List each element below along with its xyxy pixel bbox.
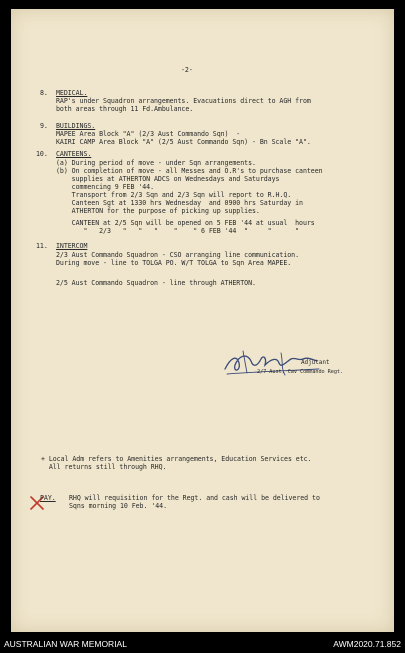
footer-accession-number: AWM2020.71.852 xyxy=(333,639,401,649)
footer-bar xyxy=(0,636,405,653)
section-9-line-1: MAPEE Area Block "A" (2/3 Aust Commando Sqn) - xyxy=(56,130,241,138)
document-page xyxy=(11,9,394,632)
section-9-heading: BUILDINGS. xyxy=(56,122,96,130)
section-11-heading: INTERCOM xyxy=(56,242,88,250)
footer-credit: AUSTRALIAN WAR MEMORIAL xyxy=(4,639,127,649)
section-8-number: 8. xyxy=(40,89,48,97)
section-9-line-2: KAIRI CAMP Area Block "A" (2/5 Aust Commando Sqn) - Bn Scale "A". xyxy=(56,138,311,146)
section-10-b-line-3: commencing 9 FEB '44. xyxy=(56,183,154,191)
section-10-b-line-1: (b) On completion of move - all Messes and O.R's to purchase canteen xyxy=(56,167,323,175)
page-number: -2- xyxy=(181,66,193,74)
section-11-line-2: During move - line to TOLGA PO. W/T TOLGA to Sqn Area MAPEE. xyxy=(56,259,292,267)
section-11-number: 11. xyxy=(36,242,48,250)
section-9-number: 9. xyxy=(40,122,48,130)
section-11-line-4: 2/5 Aust Commando Squadron - line through ATHERTON. xyxy=(56,279,256,287)
section-10-b-line-5: Canteen Sgt at 1330 hrs Wednesday and 0900 hrs Saturday in xyxy=(56,199,303,207)
section-10-b-line-2: supplies at ATHERTON ADCS on Wednesdays and Saturdays xyxy=(56,175,280,183)
section-8-line-2: both areas through 11 Fd.Ambulance. xyxy=(56,105,194,113)
section-11-line-1: 2/3 Aust Commando Squadron - CSO arranging line communication. xyxy=(56,251,300,259)
section-10-a: (a) During period of move - under Sqn arrangements. xyxy=(56,159,256,167)
section-10-b-line-6: ATHERTON for the purpose of picking up supplies. xyxy=(56,207,260,215)
pay-heading: PAY. xyxy=(40,494,56,502)
section-8-line-1: RAP's under Squadron arrangements. Evacuations direct to AGH from xyxy=(56,97,311,105)
signature-role: Adjutant xyxy=(301,359,330,366)
section-10-canteen-line-2: " 2/3 " " " " " 6 FEB '44 " " " xyxy=(56,227,300,235)
pay-line-2: Sqns morning 10 Feb. '44. xyxy=(69,502,167,510)
section-10-heading: CANTEENS. xyxy=(56,150,92,158)
section-10-number: 10. xyxy=(36,150,48,158)
note-line-1: + Local Adm refers to Amenities arrangements, Education Services etc. xyxy=(41,455,312,463)
note-line-2: All returns still through RHQ. xyxy=(41,463,167,471)
section-10-canteen-line-1: CANTEEN at 2/5 Sqn will be opened on 5 FEB '44 at usual hours xyxy=(56,219,315,227)
section-10-b-line-4: Transport from 2/3 Sqn and 2/3 Sqn will report to R.H.Q. xyxy=(56,191,292,199)
signature-unit: 2/7 Aust. Cav Commando Regt. xyxy=(257,369,344,375)
section-8-heading: MEDICAL. xyxy=(56,89,88,97)
pay-line-1: RHQ will requisition for the Regt. and cash will be delivered to xyxy=(69,494,320,502)
